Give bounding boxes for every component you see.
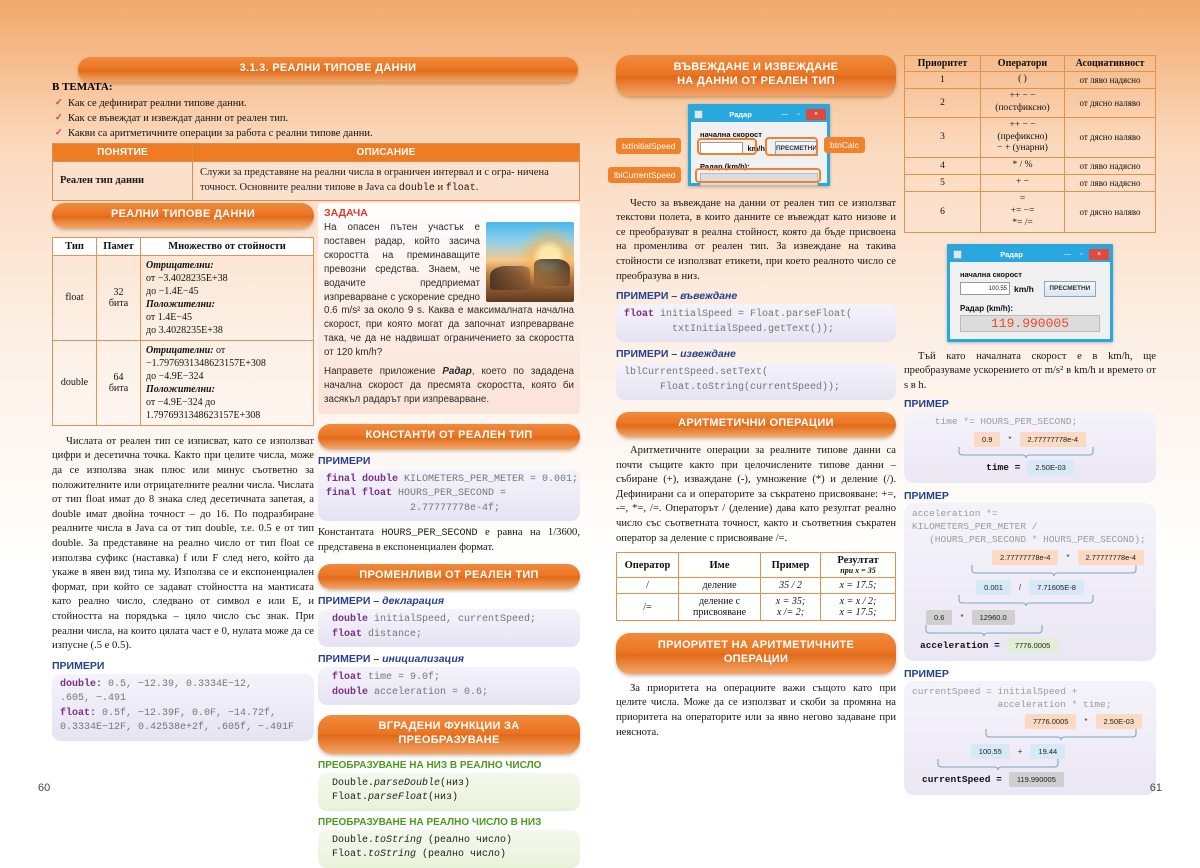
task-text-a: Направете приложение [324, 366, 443, 378]
ops-line: − + (унарни) [997, 143, 1048, 154]
brace-connector [912, 625, 1148, 637]
code-keyword: final double [326, 473, 399, 485]
task-heading: ЗАДАЧА [324, 207, 368, 219]
col-values: Множество от стойности [141, 237, 314, 255]
result-label: Резултат [837, 555, 879, 567]
maximize-icon[interactable]: ▫ [792, 109, 805, 120]
code-keyword: double [332, 686, 369, 698]
value-line: 1.7976931348623157E+308 [146, 409, 261, 421]
col-type: Тип [53, 237, 97, 255]
method-arg: (низ) [440, 777, 471, 789]
output-highlight-ring [695, 168, 821, 183]
code-literal: initialSpeed, currentSpeed; [368, 614, 537, 626]
input-example-heading [616, 290, 896, 302]
window-buttons [1061, 249, 1109, 260]
close-icon[interactable]: × [806, 109, 826, 120]
operand-chip: 2.77777778e-4 [1078, 550, 1144, 565]
window-body [691, 122, 827, 195]
code-literal: 0.5f, −12.39F, 0.0F, −14.72f, [96, 707, 277, 719]
operand-chip: 0.6 [926, 610, 952, 625]
pos-label: Положителни: [146, 383, 215, 395]
concept-name: Реален тип данни [53, 162, 193, 201]
col-example: Пример [761, 553, 821, 578]
operand-chip: 19.44 [1030, 744, 1065, 759]
table-row [905, 158, 1156, 175]
heading-prefix: ПРИМЕРИ – [616, 290, 681, 303]
type-memory [97, 340, 141, 425]
example-line-1: x = 35; [775, 596, 806, 608]
concept-header: ПОНЯТИЕ [53, 144, 193, 162]
type-double: double [398, 182, 435, 194]
constants-code-block [318, 469, 580, 522]
pos-label: Положителни: [146, 298, 215, 310]
operator-symbol: /= [617, 594, 679, 621]
code-literal: lblCurrentSpeed.setText( [624, 367, 769, 379]
ops-line: * / % [1012, 160, 1033, 171]
code-line: KILOMETERS_PER_METER / [912, 521, 1038, 533]
heading-suffix: декларация [382, 595, 444, 608]
priority-operators [981, 175, 1065, 192]
method-arg: (реално число) [416, 849, 507, 861]
string-to-real-code [318, 773, 580, 811]
lbl-current-speed-output: 119.990005 [960, 315, 1100, 332]
operator-example [761, 594, 821, 621]
calc-operands-row [912, 744, 1148, 759]
table-header-row [53, 237, 314, 255]
window-title: Радар [1000, 249, 1023, 259]
priority-paragraph: За приоритета на операциите важи същото като при целите числа. Може да се използват и скоби за промяна на приоритета на операторите или за явно негово задаване при неяснота. [616, 682, 896, 738]
radar-label: Радар (km/h): [960, 303, 1013, 313]
operand-chip: 2.77777778e-4 [1020, 432, 1086, 447]
callout-txt-initial-speed: txtInitialSpeed [616, 138, 681, 154]
memory-bits: 32 [113, 286, 124, 298]
window-titlebar [950, 247, 1110, 262]
page-number-right: 61 [1149, 782, 1162, 794]
brace-connector [912, 729, 1148, 741]
table-row [905, 175, 1156, 192]
code-literal: time = 9.0f; [362, 672, 441, 684]
operator-chip: / [1018, 582, 1022, 592]
operator-chip: * [1008, 435, 1012, 445]
banner-line-2: НА ДАННИ ОТ РЕАЛЕН ТИП [677, 74, 835, 87]
operand-chip: 7.71605E-8 [1029, 580, 1084, 595]
priority-operators [981, 158, 1065, 175]
priority-associativity: от ляво надясно [1065, 175, 1156, 192]
method-name: parseDouble [374, 777, 441, 789]
priority-level: 6 [905, 192, 981, 233]
operand-chip: 12960.0 [972, 610, 1015, 625]
table-header-row [617, 553, 896, 578]
real-to-string-heading: ПРЕОБРАЗУВАНЕ НА РЕАЛНО ЧИСЛО В НИЗ [318, 816, 542, 828]
arithmetic-paragraph: Аритметичните операции за реалните типове данни са почти същите както при целочислените типове данни – събиране (+), изваждане (-), умножение (*) и деление (/). Дефинирани са и операторите за съкратено присвояване: +=, -=, *=, /=. Операторът / (деление) дава като резултат реално число със съответната точност, както и съответния съкратен оператор за деление с присвояване /=. [616, 444, 896, 544]
result-variable: time = [986, 462, 1021, 474]
value-line: до −1.4E−45 [146, 285, 199, 297]
io-banner [616, 55, 896, 96]
operand-chip: 2.77777778e-4 [992, 550, 1058, 565]
txt-initial-speed-input[interactable]: 100.55 [960, 282, 1010, 295]
operator-symbol: / [617, 578, 679, 594]
result-chip: 2.50E-03 [1027, 460, 1073, 475]
radar-mockup [616, 103, 896, 189]
brace-connector [912, 565, 1148, 577]
table-header-row [905, 56, 1156, 72]
col-operator: Оператор [617, 553, 679, 578]
ops-line: (префиксно) [997, 131, 1048, 142]
priority-associativity: от дясно наляво [1065, 117, 1156, 158]
method-name: parseFloat [368, 792, 429, 804]
calc-operands-row [912, 580, 1148, 595]
code-literal: 0.5, −12.39, 0.3334E−12, [102, 678, 253, 690]
calc-operands-row [912, 432, 1148, 447]
priority-associativity: от ляво надясно [1065, 72, 1156, 89]
method-arg: (низ) [428, 792, 459, 804]
in-topic-heading: В ТЕМАТА: [52, 81, 113, 93]
declaration-heading [318, 595, 580, 607]
memory-bits: 64 [113, 371, 124, 383]
operand-chip: 7776.0005 [1025, 714, 1076, 729]
operand-chip: 0.001 [976, 580, 1011, 595]
heading-suffix: извеждане [680, 348, 736, 361]
ops-line: (постфиксно) [995, 102, 1050, 113]
value-line: от 1.4E−45 [146, 311, 192, 323]
operator-result: x = 17.5; [821, 578, 896, 594]
close-icon[interactable]: × [1089, 249, 1109, 260]
code-literal: distance; [362, 628, 423, 640]
calc-code [912, 508, 1148, 546]
priority-level: 5 [905, 175, 981, 192]
calc-operands-row [912, 610, 1148, 625]
description-header: ОПИСАНИЕ [193, 144, 580, 162]
minimize-icon[interactable]: — [778, 109, 791, 120]
operator-chip: * [960, 612, 964, 622]
list-item: ✓ Как се въвеждат и извеждат данни от реален тип. [52, 111, 580, 126]
type-name: float [53, 255, 97, 340]
priority-associativity: от ляво надясно [1065, 158, 1156, 175]
window-title: Радар [729, 109, 752, 119]
concept-description [193, 162, 580, 201]
initial-speed-label: начална скорост [700, 129, 762, 139]
real-numbers-paragraph: Числата от реален тип се изписват, като се използват цифри и десетична точка. Както при целите числа, може да се използва знак плюс или минус съответно за положителните или отрицателните реални числа. Числата от тип float имат до 8 знака след десетичната запетая, а double имат двойна точност – до 16. По подразбиране реалните числа в Java са от тип double, т.е. 0.5 е от тип double. За представяне на реално число от тип float се използва суфикс (наставка) f или F след него, който да укаже в явен вид типа му. Използва се и експоненциален формат, при който се задават стойността на мантисата като реално число, следвано от символ e или E, и стойността на порядъка – цяло число със знак. При реални числа, на които цялата част е 0, нулата може да се изпусне (.5 e 0.5). [52, 435, 314, 652]
app-name: Радар [442, 366, 472, 378]
task-box [318, 203, 580, 414]
calc-block-current-speed [904, 681, 1156, 796]
priority-banner [616, 633, 896, 674]
value-line: −1.7976931348623157E+308 [146, 357, 266, 369]
code-literal: .605, −.491 [60, 693, 127, 705]
initial-speed-label: начална скорост [960, 269, 1022, 279]
arithmetic-operators-table [616, 552, 896, 621]
calc-heading-2: ПРИМЕР [904, 490, 949, 503]
code-line: (HOURS_PER_SECOND * HOURS_PER_SECOND); [912, 533, 1146, 545]
table-row [905, 117, 1156, 158]
code-keyword: float [624, 309, 655, 321]
ops-line: *= /= [1012, 217, 1033, 228]
minimize-icon[interactable]: — [1061, 249, 1074, 260]
method-arg: (реално число) [422, 834, 513, 846]
list-item: ✓ Как се дефинират реални типове данни. [52, 96, 580, 111]
operand-chip: 0.9 [974, 432, 1000, 447]
banner-line-2: ОПЕРАЦИИ [723, 652, 789, 665]
col-associativity: Асоциативност [1065, 56, 1156, 72]
table-header-row [53, 144, 580, 162]
code-line: currentSpeed = initialSpeed + [912, 685, 1078, 697]
type-float: float [445, 182, 476, 194]
operator-example: 35 / 2 [761, 578, 821, 594]
types-banner: РЕАЛНИ ТИПОВЕ ДАННИ [52, 203, 314, 228]
value-inline: от [213, 344, 226, 356]
heading-prefix: ПРИМЕРИ – [318, 653, 383, 666]
brace-connector [912, 759, 1148, 771]
io-paragraph: Често за въвеждане на данни от реален тип се използват текстови полета, в които данните се въвеждат като низове и се преобразуват в реална стойност, която да бъде присвоена на променлива от реален тип. За извеждане на такива стойности се използват етикети, при което реалното число се преобразува в низ. [616, 197, 896, 282]
code-literal: Float.toString(currentSpeed)); [624, 381, 841, 393]
class-name: Float. [332, 792, 369, 804]
operator-name [679, 594, 761, 621]
button-highlight-ring [765, 137, 818, 156]
result-chip: 119.990005 [1009, 772, 1064, 787]
window-body [950, 262, 1110, 340]
code-literal: txtInitialSpeed.getText()); [624, 323, 835, 335]
neg-label: Отрицателни: [146, 344, 214, 356]
code-literal: acceleration = 0.6; [368, 686, 489, 698]
code-literal: HOURS_PER_SECOND = [392, 488, 507, 500]
code-line: acceleration *= [912, 508, 998, 520]
ops-line: ( ) [1018, 74, 1027, 84]
priority-table [904, 55, 1156, 233]
desc-period: . [475, 181, 479, 193]
task-text-c: , което по зададена начална скорост да пресмята скоростта, която би засякъл радарът при изпреварване. [324, 366, 574, 405]
examples-heading: ПРИМЕРИ [52, 659, 105, 672]
priority-operators [981, 88, 1065, 117]
radar-result-window [947, 244, 1113, 342]
input-highlight-ring [697, 138, 757, 155]
table-row [617, 578, 896, 594]
code-keyword: final float [326, 488, 393, 500]
priority-operators [981, 72, 1065, 89]
value-line: до −4.9E−324 [146, 370, 204, 382]
code-literal: KILOMETERS_PER_METER = 0.001; [398, 473, 579, 485]
table-row [53, 162, 580, 201]
ops-line: + − [1015, 177, 1030, 188]
road-radar-photo [486, 222, 574, 302]
type-memory [97, 255, 141, 340]
types-table [52, 237, 314, 426]
calc-block-time [904, 411, 1156, 483]
string-to-real-heading: ПРЕОБРАЗУВАНЕ НА НИЗ В РЕАЛНО ЧИСЛО [318, 759, 542, 771]
ops-line: ++ − − [1009, 90, 1036, 101]
note-text-a: Константата [318, 527, 382, 539]
desc-line-2a: ничена точност. Основните реални типове в Java са [200, 167, 549, 193]
declaration-code-block [318, 609, 580, 647]
banner-line-1: ПРИОРИТЕТ НА АРИТМЕТИЧНИТЕ [657, 639, 855, 652]
ops-line: += −= [1010, 205, 1035, 216]
table-row [617, 594, 896, 621]
window-titlebar [691, 107, 827, 122]
constant-name: HOURS_PER_SECOND [381, 528, 478, 540]
calc-result-row [912, 772, 1148, 787]
neg-label: Отрицателни: [146, 259, 214, 271]
calc-code: time *= HOURS_PER_SECOND; [912, 416, 1078, 428]
table-row [53, 340, 314, 425]
calc-result-row [912, 460, 1148, 475]
type-values [141, 340, 314, 425]
class-name: Float. [332, 849, 369, 861]
right-page [600, 0, 1200, 807]
method-name: toString [374, 834, 423, 846]
output-example-heading [616, 348, 896, 360]
app-icon [953, 250, 962, 259]
code-keyword: double: [60, 678, 103, 690]
ops-line: ++ − − [1009, 119, 1036, 130]
banner-line-1: ВЪВЕЖДАНЕ И ИЗВЕЖДАНЕ [673, 61, 839, 73]
calc-block-acceleration [904, 503, 1156, 660]
priority-associativity: от дясно наляво [1065, 88, 1156, 117]
radar-label: Радар (km/h): [700, 161, 750, 171]
value-line: до 3.4028235E+38 [146, 324, 223, 336]
arithmetic-banner: АРИТМЕТИЧНИ ОПЕРАЦИИ [616, 412, 896, 437]
note-text-c: е равна на 1/3600, представена в експоненциален формат. [318, 527, 580, 553]
heading-suffix: въвеждане [680, 290, 738, 303]
examples-code-block [52, 674, 314, 741]
result-condition: при x = 35 [840, 566, 876, 576]
code-keyword: float [332, 628, 363, 640]
class-name: Double. [332, 777, 375, 789]
priority-operators [981, 192, 1065, 233]
code-keyword: double [332, 614, 369, 626]
priority-level: 3 [905, 117, 981, 158]
operand-chip: 100.55 [971, 744, 1010, 759]
type-values [141, 255, 314, 340]
concept-table [52, 143, 580, 201]
output-example-code [616, 362, 896, 400]
name-line-1: деление с [698, 596, 741, 608]
input-example-code [616, 304, 896, 342]
operator-result [821, 594, 896, 621]
real-to-string-code [318, 830, 580, 868]
unit-label: km/h [747, 143, 765, 153]
example-line-2: x /= 2; [776, 607, 805, 619]
result-line-2: x = 17.5; [839, 607, 877, 619]
memory-unit: бита [108, 382, 129, 394]
desc-conj: и [434, 181, 446, 193]
result-variable: acceleration = [920, 639, 1000, 651]
brace-connector [912, 447, 1148, 459]
conversion-paragraph: Тъй като началната скорост е в km/h, ще преобразуваме ускорението от m/s² в km/h и времето от s в h. [904, 350, 1156, 391]
method-name: toString [368, 849, 417, 861]
result-line-1: x = x / 2; [839, 596, 877, 608]
brace-connector [912, 595, 1148, 607]
initialization-code-block [318, 667, 580, 705]
window-buttons [778, 109, 826, 120]
calc-operands-row [912, 550, 1148, 565]
priority-associativity: от дясно наляво [1065, 192, 1156, 233]
heading-prefix: ПРИМЕРИ – [616, 348, 681, 361]
operator-chip: + [1017, 747, 1023, 757]
priority-level: 2 [905, 88, 981, 117]
variables-banner: ПРОМЕНЛИВИ ОТ РЕАЛЕН ТИП [318, 564, 580, 589]
calc-code [912, 686, 1148, 712]
table-row [905, 72, 1156, 89]
code-keyword: float [332, 672, 363, 684]
code-literal: 0.3334E−12F, 0.42538e+2f, .605f, −.491F [60, 722, 295, 734]
constants-banner: КОНСТАНТИ ОТ РЕАЛЕН ТИП [318, 424, 580, 449]
callout-btn-calc: btnCalc [824, 137, 865, 153]
page-number-left: 60 [38, 782, 51, 794]
result-variable: currentSpeed = [922, 774, 1002, 786]
calc-heading-1: ПРИМЕР [904, 398, 949, 411]
calc-result-row [912, 638, 1148, 653]
col-memory: Памет [97, 237, 141, 255]
priority-operators [981, 117, 1065, 158]
heading-prefix: ПРИМЕРИ – [318, 595, 383, 608]
memory-unit: бита [108, 297, 129, 309]
constants-note [318, 526, 580, 555]
builtin-functions-banner: ВГРАДЕНИ ФУНКЦИИ ЗА ПРЕОБРАЗУВАНЕ [318, 715, 580, 754]
calc-heading-3: ПРИМЕР [904, 667, 949, 680]
class-name: Double. [332, 834, 375, 846]
table-row [905, 192, 1156, 233]
operator-name: деление [679, 578, 761, 594]
section-banner: 3.1.3. РЕАЛНИ ТИПОВЕ ДАННИ [78, 57, 578, 82]
calc-operands-row [912, 714, 1148, 729]
left-page [0, 0, 600, 861]
btn-calc-button[interactable]: ПРЕСМЕТНИ [775, 141, 818, 156]
col-name: Име [679, 553, 761, 578]
operand-chip: 2.50E-03 [1096, 714, 1142, 729]
callout-lbl-current-speed: lblCurrentSpeed [608, 167, 681, 183]
list-item: ✓ Какви са аритметичните операции за работа с реални типове данни. [52, 126, 580, 141]
heading-suffix: инициализация [382, 653, 464, 666]
result-chip: 7776.0005 [1007, 638, 1058, 653]
app-icon [694, 110, 703, 119]
priority-level: 1 [905, 72, 981, 89]
btn-calc-button[interactable]: ПРЕСМЕТНИ [1044, 281, 1096, 297]
table-row [905, 88, 1156, 117]
value-line: от −4.9E−324 до [146, 396, 216, 408]
code-keyword: float: [60, 707, 97, 719]
in-topic-list [52, 96, 580, 142]
maximize-icon[interactable]: ▫ [1075, 249, 1088, 260]
operator-chip: * [1066, 552, 1070, 562]
priority-level: 4 [905, 158, 981, 175]
ops-line: = [1019, 194, 1026, 204]
col-priority: Приоритет [905, 56, 981, 72]
name-line-2: присвояване [692, 607, 747, 619]
desc-line-1: Служи за представяне на реални числа в ограничен интервал и с огра- [200, 167, 515, 178]
constants-examples-heading: ПРИМЕРИ [318, 454, 371, 467]
initialization-heading [318, 653, 580, 665]
code-literal: 2.77777778e-4f; [326, 502, 501, 514]
value-line: от −3.4028235E+38 [146, 272, 228, 284]
task-paragraph-2 [324, 365, 574, 407]
operator-chip: * [1084, 717, 1088, 727]
col-operators: Оператори [981, 56, 1065, 72]
code-literal: initialSpeed = Float.parseFloat( [654, 309, 853, 321]
type-name: double [53, 340, 97, 425]
unit-label: km/h [1014, 283, 1034, 294]
code-line: acceleration * time; [912, 698, 1112, 710]
task-paragraph-1: На опасен пътен участък е поставен радар, който засича скоростта на преминаващите превозни средства. Знаем, че водачите предприемат изпреварване с ускорение средно 0.6 m/s² за около 9 s. Каква е максималната начална скорост, при която могат да започнат изпреварване така, че да не надвишат ограничението за скоростта от 120 km/h? [324, 222, 574, 359]
col-result [821, 553, 896, 578]
table-row [53, 255, 314, 340]
